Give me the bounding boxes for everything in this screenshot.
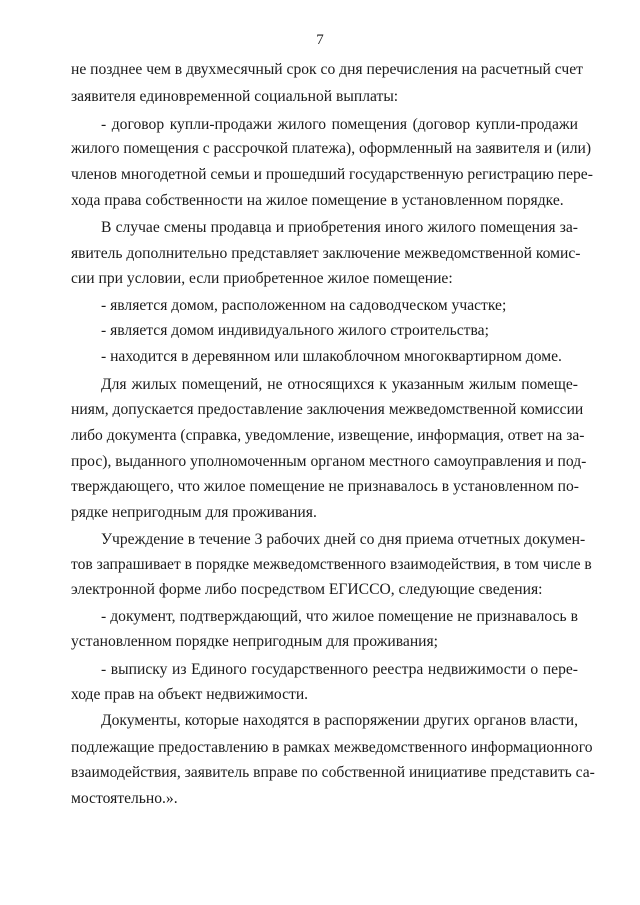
text-line: рядке непригодным для проживания. bbox=[71, 504, 317, 521]
text-line: жилого помещения с рассрочкой платежа), оформленный на заявителя и (или) bbox=[71, 140, 592, 157]
text-line: членов многодетной семьи и прошедший государственную регистрацию пере- bbox=[71, 166, 593, 183]
text-line: - находится в деревянном или шлакоблочном многоквартирном доме. bbox=[101, 348, 562, 365]
text-line: прос), выданного уполномоченным органом местного самоуправления и под- bbox=[71, 453, 587, 470]
text-line: тверждающего, что жилое помещение не признавалось в установленном по- bbox=[71, 478, 579, 495]
text-line: - договор купли-продажи жилого помещения (договор купли-продажи bbox=[101, 116, 578, 133]
text-line: либо документа (справка, уведомление, извещение, информация, ответ на за- bbox=[71, 427, 585, 444]
text-line: сии при условии, если приобретенное жилое помещение: bbox=[71, 270, 453, 287]
text-line: взаимодействия, заявитель вправе по собственной инициативе представить са- bbox=[71, 764, 595, 781]
text-line: Для жилых помещений, не относящихся к указанным жилым помеще- bbox=[101, 376, 578, 393]
text-line: Документы, которые находятся в распоряжении других органов власти, bbox=[101, 712, 578, 729]
text-line: хода права собственности на жилое помещение в установленном порядке. bbox=[71, 192, 564, 209]
text-line: тов запрашивает в порядке межведомственного взаимодействия, в том числе в bbox=[71, 556, 592, 573]
text-line: электронной форме либо посредством ЕГИССО, следующие сведения: bbox=[71, 581, 543, 598]
text-line: ниям, допускается предоставление заключения межведомственной комиссии bbox=[71, 401, 584, 418]
text-line: В случае смены продавца и приобретения иного жилого помещения за- bbox=[101, 219, 578, 236]
text-line: - выписку из Единого государственного реестра недвижимости о пере- bbox=[101, 661, 578, 678]
text-line: Учреждение в течение 3 рабочих дней со дня приема отчетных докумен- bbox=[101, 531, 586, 548]
text-line: - документ, подтверждающий, что жилое помещение не признавалось в bbox=[101, 608, 578, 625]
text-line: мостоятельно.». bbox=[71, 790, 178, 807]
text-line: установленном порядке непригодным для проживания; bbox=[71, 633, 439, 650]
text-line: подлежащие предоставлению в рамках межведомственного информационного bbox=[71, 739, 593, 756]
page-number: 7 bbox=[316, 32, 324, 48]
text-line: не позднее чем в двухмесячный срок со дня перечисления на расчетный счет bbox=[71, 61, 583, 78]
text-line: заявителя единовременной социальной выплаты: bbox=[71, 88, 399, 105]
text-line: ходе прав на объект недвижимости. bbox=[71, 686, 309, 703]
text-line: - является домом индивидуального жилого строительства; bbox=[101, 322, 489, 339]
text-line: явитель дополнительно представляет заключение межведомственной комис- bbox=[71, 245, 581, 262]
text-line: - является домом, расположенном на садоводческом участке; bbox=[101, 297, 507, 314]
